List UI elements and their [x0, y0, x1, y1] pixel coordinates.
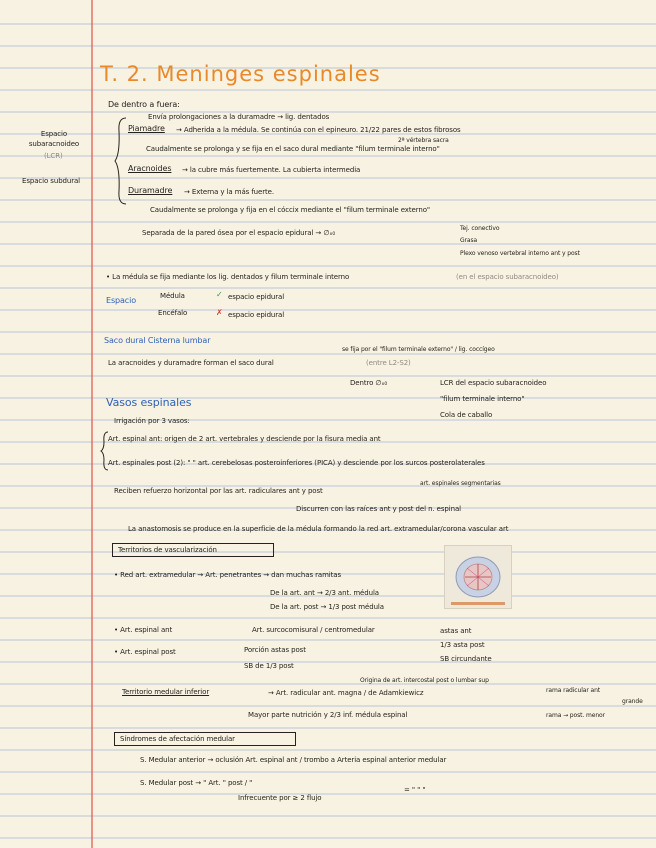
duramadre-description: → Externa y la más fuerte. [184, 188, 274, 196]
aracnoides-description: → la cubre más fuertemente. La cubierta intermedia [182, 166, 361, 174]
irrigacion-line: Irrigación por 3 vasos: [114, 417, 190, 425]
plexo-item: Plexo venoso vertebral interno ant y post [460, 250, 580, 257]
sindrome-post-line: S. Medular post → " Art. " post / " [140, 779, 253, 787]
reciben-line: Reciben refuerzo horizontal por las art. radiculares ant y post [114, 487, 323, 495]
origina-note: Origina de art. intercostal post o lumbar sup [360, 677, 489, 684]
territorio-inferior-label: Territorio medular inferior [122, 688, 210, 696]
piamadre-description: → Adherida a la médula. Se continúa con el epineuro. 21/22 pares de estos fibrosos [176, 126, 461, 134]
separada-line: Separada de la pared ósea por el espacio epidural → ∅ₓ₀ [142, 229, 336, 237]
de-post-item: De la art. post → 1/3 post médula [270, 603, 384, 611]
caudalmente-line-1: Caudalmente se prolonga y se fija en el saco dural mediante "filum terminale interno" [146, 145, 440, 153]
left-brace [114, 116, 128, 206]
cola-caballo-item: Cola de caballo [440, 411, 493, 419]
espacio-subdural-note: Espacio subdural [22, 177, 81, 185]
se-fija-note: se fija por el "filum terminale externo" / lig. coccígeo [342, 346, 495, 353]
art-espinal-ant-line: Art. espinal ant: origen de 2 art. vertebrales y desciende por la fisura media ant [108, 435, 381, 443]
sindromes-heading: Síndromes de afectación medular [120, 735, 235, 743]
entre-note: (entre L2-S2) [366, 359, 411, 367]
saco-dural-heading: Saco dural Cisterna lumbar [104, 336, 211, 345]
check-mark: ✓ [216, 290, 223, 299]
sb-tercio-item: SB de 1/3 post [244, 662, 294, 670]
grasa-item: Grasa [460, 237, 478, 244]
tercio-asta-item: 1/3 asta post [440, 641, 485, 649]
spinal-cord-figure [444, 545, 512, 609]
grande-note: grande [622, 698, 643, 705]
rama-radicular-note: rama radicular ant [546, 687, 601, 694]
espacio-label: Espacio [106, 296, 137, 305]
sindrome-anterior-line: S. Medular anterior → oclusión Art. espinal ant / trombo a Arteria espinal anterior medular [140, 756, 447, 764]
aracnoides-term: Aracnoides [128, 164, 172, 173]
art-radicular-line: → Art. radicular ant. magna / de Adamkiewicz [268, 689, 424, 697]
rama-post-note: rama → post. menor [546, 712, 605, 719]
art-espinal-post-line: Art. espinales post (2): " " art. cerebelosas posteroinferiores (PICA) y desciende por los surcos posterolaterales [108, 459, 485, 467]
ditto-marks: = " " " [404, 786, 426, 794]
lcr-espacio-item: LCR del espacio subaracnoideo [440, 379, 547, 387]
piamadre-term: Piamadre [128, 124, 165, 133]
medula-label: Médula [160, 292, 185, 300]
espacio-subaracnoideo-note: Espacio subaracnoideo [28, 130, 80, 148]
encefalo-result: espacio epidural [228, 311, 285, 319]
infrecuente-line: Infrecuente por ≥ 2 flujo [238, 794, 322, 802]
aracnoides-dura-line: La aracnoides y duramadre forman el saco dural [108, 359, 274, 367]
caudalmente-line-2: Caudalmente se prolonga y fija en el cóccix mediante el "filum terminale externo" [150, 206, 430, 214]
discurren-line: Discurren con las raíces ant y post del n. espinal [296, 505, 461, 513]
aracnoides-envia-line: Envía prolongaciones a la duramadre → lig. dentados [148, 113, 330, 121]
page-title: T. 2. Meninges espinales [100, 62, 381, 86]
anastomosis-line: La anastomosis se produce en la superficie de la médula formando la red art. extramedular/corona vascular art [128, 525, 509, 533]
segunda-vertebra-note: 2ª vértebra sacra [398, 137, 449, 144]
dentro-label: Dentro ∅ₓ₀ [350, 379, 388, 387]
encefalo-label: Encéfalo [158, 309, 188, 317]
medula-fija-line: • La médula se fija mediante los lig. dentados y filum terminale interno [106, 273, 350, 281]
intro-line: De dentro a fuera: [108, 100, 180, 109]
medula-result: espacio epidural [228, 293, 285, 301]
territorios-heading: Territorios de vascularización [118, 546, 217, 554]
surcocomisural-line: Art. surcocomisural / centromedular [252, 626, 375, 634]
lcr-note: (LCR) [44, 152, 63, 160]
espinal-ant-line: • Art. espinal ant [114, 626, 173, 634]
astas-ant-item: astas ant [440, 627, 472, 635]
cross-mark: ✗ [216, 308, 223, 317]
filum-interno-item: "filum terminale interno" [440, 395, 525, 403]
espinal-post-line: • Art. espinal post [114, 648, 176, 656]
vasos-heading: Vasos espinales [106, 396, 192, 409]
duramadre-term: Duramadre [128, 186, 173, 195]
de-ant-item: De la art. ant → 2/3 ant. médula [270, 589, 379, 597]
mayor-parte-line: Mayor parte nutrición y 2/3 inf. médula espinal [248, 711, 408, 719]
art-segmentarias-note: art. espinales segmentarias [420, 480, 501, 487]
tej-conectivo-item: Tej. conectivo [460, 225, 500, 232]
red-art-line: • Red art. extramedular → Art. penetrantes → dan muchas ramitas [114, 571, 342, 579]
sb-circundante-item: SB circundante [440, 655, 492, 663]
medula-fija-note: (en el espacio subaracnoideo) [456, 273, 559, 281]
porcion-astas-item: Porción astas post [244, 646, 306, 654]
